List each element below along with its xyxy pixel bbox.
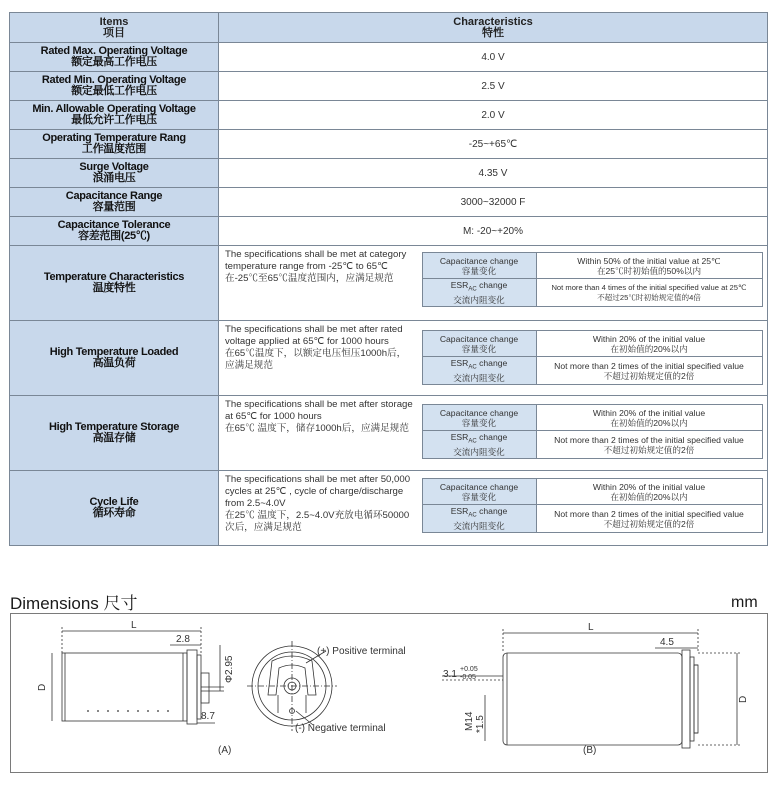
test-description: The specifications shall be met after 50,000 cycles at 25℃ , cycle of charge/discharge from 2.5~4.0V 在25℃ 温度下，2.5~4.0V充放电循环50000次后，应满足规范 bbox=[225, 474, 411, 533]
result-table: Capacitance change 容量变化 Within 20% of the initial value 在初始值的20%以内 $ESR_{AC}$ change 交流内阻变化 Not more than 2 times of the initial specified value 不超过初始规定值的2倍 bbox=[422, 404, 763, 459]
dim-a-phi: Φ2.95 bbox=[224, 655, 235, 683]
drawing-b bbox=[442, 629, 740, 748]
spec-table bbox=[9, 12, 768, 546]
dim-b-1-5: *1.5 bbox=[475, 715, 486, 733]
negative-terminal-label: (-) Negative terminal bbox=[295, 723, 386, 734]
test-description: The specifications shall be met after storage at 65℃ for 1000 hours 在65℃ 温度下，储存1000h后，应满足规范 bbox=[225, 399, 413, 434]
dimensions-unit: mm bbox=[731, 594, 758, 611]
caption-a: (A) bbox=[218, 745, 232, 756]
row-label: Rated Min. Operating Voltage 额定最低工作电压 bbox=[10, 72, 219, 101]
dim-a-L: L bbox=[131, 620, 137, 631]
header-items: Items 项目 bbox=[10, 13, 219, 43]
row-label: Capacitance Range 容量范围 bbox=[10, 188, 219, 217]
header-characteristics: Characteristics 特性 bbox=[219, 13, 768, 43]
dim-b-M14: M14 bbox=[464, 711, 475, 731]
row-label: Min. Allowable Operating Voltage 最低允许工作电压 bbox=[10, 101, 219, 130]
dim-a-2-8: 2.8 bbox=[176, 634, 190, 645]
dim-b-tol-plus: +0.05 bbox=[460, 666, 478, 673]
row-value: 2.0 V bbox=[219, 101, 768, 130]
row-label: Capacitance Tolerance 容差范围(25℃) bbox=[10, 217, 219, 246]
dim-b-4-5: 4.5 bbox=[660, 637, 674, 648]
result-table: Capacitance change 容量变化 Within 20% of the initial value 在初始值的20%以内 $ESR_{AC}$ change 交流内阻变化 Not more than 2 times of the initial specified value 不超过初始规定值的2倍 bbox=[422, 478, 763, 533]
test-label: High Temperature Loaded 高温负荷 bbox=[10, 321, 219, 396]
result-table: Capacitance change 容量变化 Within 50% of the initial value at 25℃ 在25℃时初始值的50%以内 $ESR_{AC}$ change 交流内阻变化 Not more than 4 times of the initial specified value at 25℃ 不超过25℃时初始规定值的4倍 bbox=[422, 252, 763, 307]
drawing-a-side bbox=[52, 627, 224, 724]
caption-b: (B) bbox=[583, 745, 597, 756]
dim-a-D: D bbox=[37, 683, 48, 691]
row-value: 2.5 V bbox=[219, 72, 768, 101]
row-value: 4.35 V bbox=[219, 159, 768, 188]
dimension-drawings bbox=[10, 613, 768, 773]
dim-b-L: L bbox=[588, 622, 594, 633]
drawing-a-dots bbox=[87, 710, 169, 712]
dim-a-8-7: 8.7 bbox=[201, 711, 215, 722]
row-value: M: -20~+20% bbox=[219, 217, 768, 246]
test-label: High Temperature Storage 高温存储 bbox=[10, 396, 219, 471]
test-description: The specifications shall be met at category temperature range from -25℃ to 65℃ 在-25℃至65℃温度范围内，应满足规范 bbox=[225, 249, 407, 284]
result-table: Capacitance change 容量变化 Within 20% of the initial value 在初始值的20%以内 $ESR_{AC}$ change 交流内阻变化 Not more than 2 times of the initial specified value 不超过初始规定值的2倍 bbox=[422, 330, 763, 385]
dim-b-D: D bbox=[738, 695, 749, 703]
dim-b-3-1: 3.1 bbox=[443, 669, 457, 680]
positive-terminal-label: (+) Positive terminal bbox=[317, 646, 406, 657]
row-label: Surge Voltage 浪涌电压 bbox=[10, 159, 219, 188]
row-value: -25~+65℃ bbox=[219, 130, 768, 159]
row-value: 4.0 V bbox=[219, 43, 768, 72]
dim-b-tol-minus: -0.05 bbox=[460, 674, 476, 681]
test-label: Temperature Characteristics 温度特性 bbox=[10, 246, 219, 321]
test-description: The specifications shall be met after rated voltage applied at 65℃ for 1000 hours 在65℃温度下，以额定电压恒压1000h后，应满足规范 bbox=[225, 324, 407, 371]
row-label: Rated Max. Operating Voltage 额定最高工作电压 bbox=[10, 43, 219, 72]
row-value: 3000~32000 F bbox=[219, 188, 768, 217]
test-label: Cycle Life 循环寿命 bbox=[10, 471, 219, 546]
row-label: Operating Temperature Rang 工作温度范围 bbox=[10, 130, 219, 159]
dimensions-title: Dimensions 尺寸 bbox=[10, 594, 138, 613]
